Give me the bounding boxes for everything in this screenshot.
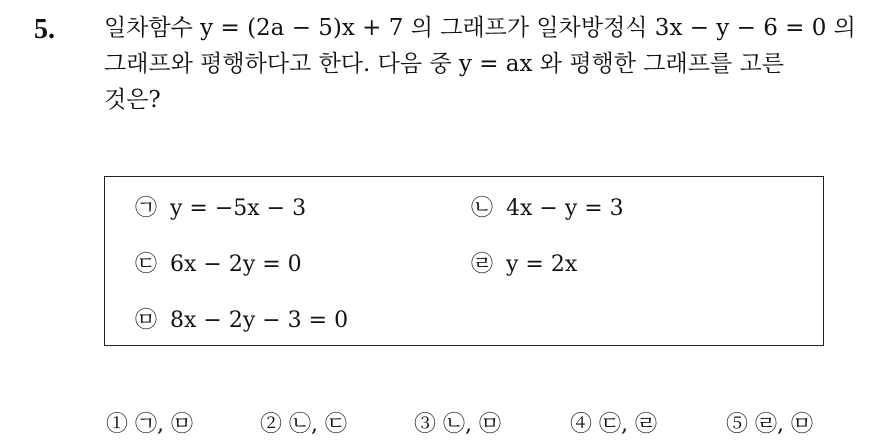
stem-line-2: 그래프와 평행하다고 한다. 다음 중 y = ax 와 평행한 그래프를 고른 [104, 51, 784, 77]
box-item-expression: 8x − 2y − 3 = 0 [170, 308, 349, 333]
box-item-mark: ㉢ [135, 252, 158, 277]
choice-text: ㉣, ㉤ [755, 412, 814, 437]
question-stem [104, 10, 874, 118]
choice-number: ④ [570, 412, 593, 437]
box-item-mark: ㉤ [135, 308, 158, 333]
choice-text: ㉡, ㉤ [443, 412, 502, 437]
answer-choice-1[interactable] [106, 407, 193, 438]
box-item-mark: ㉠ [135, 196, 158, 221]
answer-choice-2[interactable] [260, 407, 347, 438]
box-item-expression: 4x − y = 3 [506, 196, 624, 221]
box-item-e [135, 303, 348, 334]
choice-number: ② [260, 412, 283, 437]
box-item-b [471, 191, 624, 222]
choice-number: ③ [414, 412, 437, 437]
box-item-mark: ㉡ [471, 196, 494, 221]
box-item-expression: y = 2x [506, 252, 578, 277]
answer-choice-3[interactable] [414, 407, 501, 438]
stem-line-1: 일차함수 y = (2a − 5)x + 7 의 그래프가 일차방정식 3x − y − 6 = 0 의 [104, 15, 856, 41]
box-item-c [135, 247, 302, 278]
box-item-expression: 6x − 2y = 0 [170, 252, 302, 277]
answer-choice-4[interactable] [570, 407, 657, 438]
box-item-d [471, 247, 577, 278]
stem-line-3: 것은? [104, 87, 161, 113]
question-number: 5. [34, 14, 55, 45]
box-item-mark: ㉣ [471, 252, 494, 277]
choice-text: ㉡, ㉢ [289, 412, 348, 437]
choice-text: ㉠, ㉤ [135, 412, 194, 437]
option-box [104, 176, 824, 346]
choice-number: ① [106, 412, 129, 437]
answer-choice-5[interactable] [726, 407, 813, 438]
box-item-a [135, 191, 306, 222]
box-item-expression: y = −5x − 3 [170, 196, 307, 221]
choice-text: ㉢, ㉣ [599, 412, 658, 437]
choice-number: ⑤ [726, 412, 749, 437]
